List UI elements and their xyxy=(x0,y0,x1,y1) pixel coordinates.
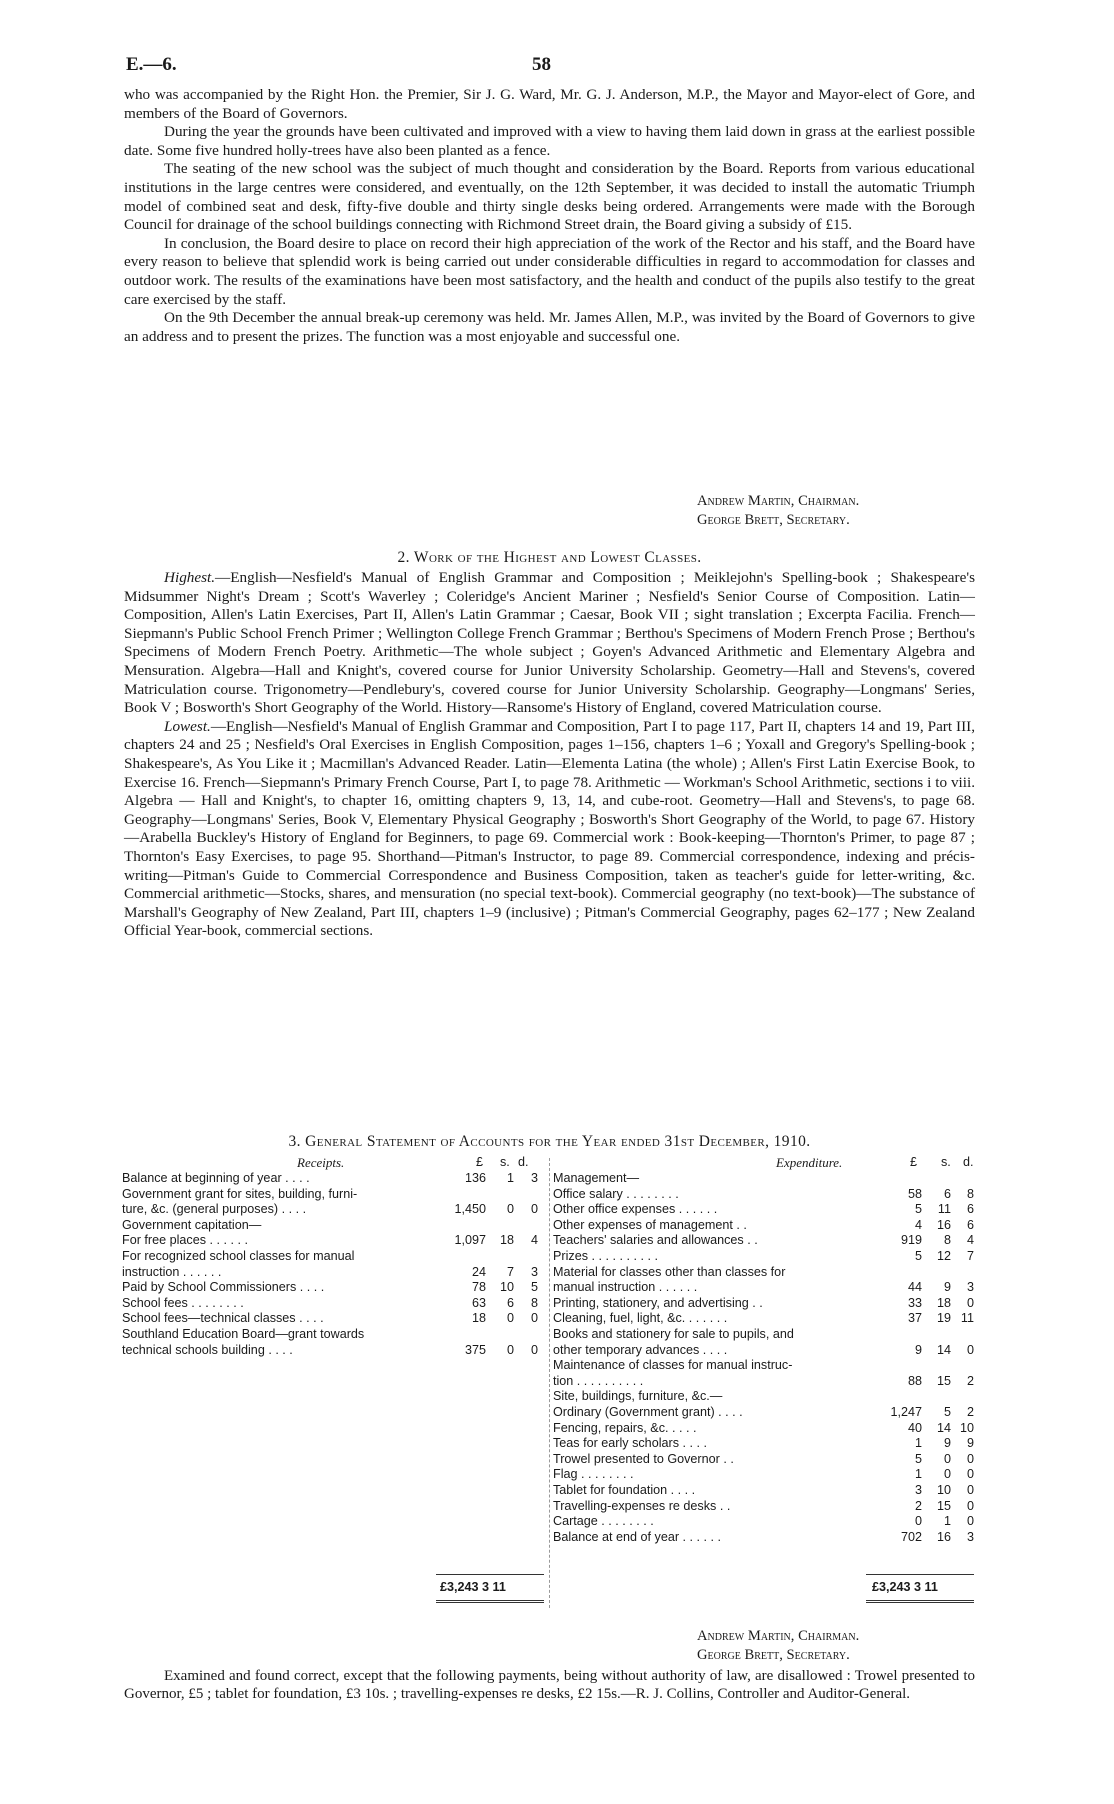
expenditure-row xyxy=(553,1498,978,1514)
expenditure-label: other temporary advances . . . . xyxy=(553,1342,728,1357)
expenditure-label: Office salary . . . . . . . . xyxy=(553,1186,679,1201)
receipts-pence: 3 xyxy=(530,1171,538,1185)
expenditure-row xyxy=(553,1310,978,1326)
signature-block xyxy=(697,492,859,529)
document-reference: E.—6. xyxy=(126,54,177,75)
expenditure-row xyxy=(553,1264,978,1280)
expenditure-pence: 3 xyxy=(966,1280,974,1295)
expenditure-pounds: 1 xyxy=(914,1467,922,1482)
expenditure-double-rule xyxy=(866,1600,974,1603)
expenditure-label: Books and stationery for sale to pupils, and xyxy=(553,1327,794,1341)
receipts-label: Government grant for sites, building, furni- xyxy=(122,1186,358,1201)
auditor-note xyxy=(124,1667,975,1704)
receipts-row xyxy=(122,1170,542,1186)
expenditure-pence: 0 xyxy=(966,1514,974,1529)
expenditure-pence: 0 xyxy=(966,1467,974,1482)
expenditure-shillings: 8 xyxy=(943,1233,951,1248)
receipts-pounds: 78 xyxy=(471,1280,486,1295)
expenditure-row xyxy=(553,1529,978,1545)
expenditure-label: Maintenance of classes for manual instruc- xyxy=(553,1358,793,1373)
expenditure-shillings: 16 xyxy=(936,1217,951,1232)
expenditure-label: Ordinary (Government grant) . . . . xyxy=(553,1405,743,1419)
receipts-row xyxy=(122,1342,542,1358)
expenditure-pounds: 2 xyxy=(914,1498,922,1513)
expenditure-pounds: 4 xyxy=(914,1217,922,1232)
expenditure-shillings: 19 xyxy=(936,1311,951,1326)
expenditure-pounds: 5 xyxy=(914,1202,922,1217)
expenditure-row xyxy=(553,1451,978,1467)
expenditure-label: Cartage . . . . . . . . xyxy=(553,1514,654,1529)
expenditure-shillings: 11 xyxy=(937,1202,951,1217)
paragraph: During the year the grounds have been cultivated and improved with a view to having them laid down in grass at the earliest possible date. Some five hundred holly-trees have also been planted as a fence. xyxy=(124,123,975,159)
receipts-row xyxy=(122,1295,542,1311)
expenditure-pence: 0 xyxy=(966,1342,974,1357)
expenditure-row xyxy=(553,1482,978,1498)
expenditure-row xyxy=(553,1435,978,1451)
expenditure-shillings: 12 xyxy=(936,1249,951,1263)
receipts-rule xyxy=(436,1574,544,1575)
expenditure-pence: 3 xyxy=(966,1529,974,1544)
chairman-signature: Andrew Martin, Chairman. xyxy=(697,493,860,509)
expenditure-row xyxy=(553,1217,978,1233)
expenditure-shillings: 6 xyxy=(943,1186,951,1201)
receipts-pounds: 24 xyxy=(471,1264,486,1279)
expenditure-label: Site, buildings, furniture, &c.— xyxy=(553,1389,723,1404)
page-number: 58 xyxy=(532,54,551,75)
highest-label: Highest. xyxy=(164,569,216,586)
receipts-row xyxy=(122,1201,542,1217)
receipts-pence: 3 xyxy=(530,1264,538,1279)
expenditure-pounds: 5 xyxy=(914,1249,922,1263)
receipts-label: For recognized school classes for manual xyxy=(122,1249,355,1263)
paragraph: The seating of the new school was the subject of much thought and consideration by the Board. Reports from various educational institutions in the large centres were considered, and eventually, on the 12th September, it was decided to install the automatic Triumph model of combined seat and desk, fifty-five double and thirty single desks being ordered. Arrangements were made with the Borough Council for drainage of the school buildings connecting with Richmond Street drain, the Board giving a subsidy of £15. xyxy=(124,160,975,234)
receipts-shillings: 0 xyxy=(506,1311,514,1326)
receipts-label: Government capitation— xyxy=(122,1217,262,1232)
receipts-heading: Receipts. xyxy=(297,1155,345,1170)
secretary-signature: George Brett, Secretary. xyxy=(697,511,850,528)
receipts-row xyxy=(122,1232,542,1248)
expenditure-pounds: 58 xyxy=(907,1186,922,1201)
expenditure-pence: 0 xyxy=(966,1498,974,1513)
expenditure-row xyxy=(553,1295,978,1311)
expenditure-shillings: 0 xyxy=(943,1451,951,1466)
lowest-class-paragraph xyxy=(124,718,975,941)
receipts-label: School fees . . . . . . . . xyxy=(122,1295,244,1310)
expenditure-shillings: 15 xyxy=(936,1373,951,1388)
receipts-pounds: 63 xyxy=(471,1295,486,1310)
expenditure-pounds: 1 xyxy=(914,1436,922,1451)
expenditure-pence: 6 xyxy=(966,1217,974,1232)
receipts-shillings: 0 xyxy=(506,1342,514,1357)
expenditure-label: Management— xyxy=(553,1171,640,1185)
expenditure-pounds: 919 xyxy=(900,1233,922,1248)
expenditure-row xyxy=(553,1232,978,1248)
receipts-pence: 0 xyxy=(530,1311,538,1326)
expenditure-row xyxy=(553,1201,978,1217)
expenditure-label: Teachers' salaries and allowances . . xyxy=(553,1233,758,1248)
receipts-label: Balance at beginning of year . . . . xyxy=(122,1171,310,1185)
expenditure-label: Printing, stationery, and advertising . . xyxy=(553,1295,763,1310)
expenditure-pence: 11 xyxy=(960,1311,974,1326)
expenditure-total: £3,243 3 11 xyxy=(872,1580,938,1594)
expenditure-pence: 2 xyxy=(966,1405,974,1419)
section-title: 2. Work of the Highest and Lowest Classes. xyxy=(397,549,702,566)
receipts-pounds: 1,097 xyxy=(454,1233,486,1248)
expenditure-row xyxy=(553,1170,978,1186)
expenditure-shillings: 9 xyxy=(943,1280,951,1295)
lowest-label: Lowest. xyxy=(164,717,211,735)
secretary-signature-2: George Brett, Secretary. xyxy=(697,1646,850,1663)
expenditure-shillings: 10 xyxy=(936,1483,951,1497)
receipts-shillings: 7 xyxy=(506,1264,514,1279)
receipts-pence: 8 xyxy=(530,1295,538,1310)
expenditure-row xyxy=(553,1186,978,1202)
expenditure-label: Cleaning, fuel, light, &c. . . . . . . xyxy=(553,1311,728,1326)
expenditure-row xyxy=(553,1420,978,1436)
expenditure-label: Other expenses of management . . xyxy=(553,1217,747,1232)
expenditure-pounds: 33 xyxy=(907,1295,922,1310)
expenditure-rule xyxy=(866,1574,974,1575)
expenditure-pence: 7 xyxy=(966,1249,974,1263)
receipts-pounds: 18 xyxy=(471,1311,486,1326)
receipts-pence: 4 xyxy=(530,1233,538,1248)
column-divider xyxy=(549,1158,550,1608)
expenditure-pounds: 5 xyxy=(914,1451,922,1466)
expenditure-row xyxy=(553,1326,978,1342)
expenditure-pounds: 88 xyxy=(907,1373,922,1388)
expenditure-shillings: 5 xyxy=(943,1405,951,1419)
col-pounds-header: £ xyxy=(476,1155,484,1169)
expenditure-label: tion . . . . . . . . . . xyxy=(553,1373,644,1388)
receipts-row xyxy=(122,1248,542,1264)
expenditure-row xyxy=(553,1388,978,1404)
receipts-label: instruction . . . . . . xyxy=(122,1264,222,1279)
receipts-label: Southland Education Board—grant towards xyxy=(122,1327,365,1341)
receipts-label: School fees—technical classes . . . . xyxy=(122,1311,324,1326)
auditor-note-text: Examined and found correct, except that the following payments, being without authority of law, are disallowed : Trowel presented to Governor, £5 ; tablet for foundation, £3 10s. ; travelling-expenses re desks, £2 15s.—R. J. Collins, Controller and Auditor-General. xyxy=(124,1668,975,1703)
receipts-double-rule xyxy=(436,1600,544,1603)
highest-text: —English—Nesfield's Manual of English Grammar and Composition ; Meiklejohn's Spelling-book ; Shakespeare's Midsummer Night's Dream ; Scott's Waverley ; Coleridge's Ancient Mariner ; Nesfield's Senior Course of Composition. Latin—Composition, Allen's Latin Exercises, Part II, Allen's Latin Grammar ; Caesar, Book VII ; sight translation ; Excerpta Facilia. French—Siepmann's Public School French Primer ; Wellington College French Grammar ; Berthou's Specimens of Modern French Prose ; Berthou's Specimens of Modern French Poetry. Arithmetic—The whole subject ; Goyen's Advanced Arithmetic and Elementary Algebra and Mensuration. Algebra—Hall and Knight's, covered course for Junior University Scholarship. Geometry—Hall and Stevens's, covered Matriculation course. Trigonometry—Pendlebury's, covered course for Junior University Scholarship. Geography—Longmans' Series, Book V ; Bosworth's Short Geography of the World. History—Ransome's History of England, covered Matriculation course. xyxy=(124,569,975,717)
expenditure-row xyxy=(553,1279,978,1295)
expenditure-pence: 6 xyxy=(966,1202,974,1217)
chairman-signature-2: Andrew Martin, Chairman. xyxy=(697,1628,860,1644)
classes-section xyxy=(124,569,975,941)
report-body xyxy=(124,86,975,346)
exp-col-pounds-header: £ xyxy=(910,1155,918,1169)
expenditure-pence: 0 xyxy=(966,1451,974,1466)
expenditure-label: manual instruction . . . . . . xyxy=(553,1280,698,1295)
expenditure-row xyxy=(553,1513,978,1529)
receipts-row xyxy=(122,1326,542,1342)
expenditure-pence: 9 xyxy=(966,1436,974,1451)
expenditure-pence: 8 xyxy=(966,1186,974,1201)
expenditure-heading: Expenditure. xyxy=(776,1155,843,1170)
receipts-label: ture, &c. (general purposes) . . . . xyxy=(122,1202,307,1217)
expenditure-shillings: 15 xyxy=(936,1498,951,1513)
expenditure-shillings: 1 xyxy=(943,1514,951,1529)
receipts-row xyxy=(122,1310,542,1326)
expenditure-pounds: 40 xyxy=(907,1420,922,1435)
highest-class-paragraph xyxy=(124,569,975,718)
expenditure-row xyxy=(553,1248,978,1264)
receipts-pounds: 375 xyxy=(464,1342,486,1357)
receipts-shillings: 18 xyxy=(499,1233,514,1248)
expenditure-label: Trowel presented to Governor . . xyxy=(553,1451,734,1466)
expenditure-shillings: 18 xyxy=(936,1295,951,1310)
expenditure-pounds: 702 xyxy=(900,1529,922,1544)
expenditure-pounds: 9 xyxy=(914,1342,922,1357)
expenditure-shillings: 9 xyxy=(943,1436,951,1451)
paragraph: who was accompanied by the Right Hon. the Premier, Sir J. G. Ward, Mr. G. J. Anderson, M.P., the Mayor and Mayor-elect of Gore, and members of the Board of Governors. xyxy=(124,86,975,122)
accounts-title: 3. General Statement of Accounts for the Year ended 31st December, 1910. xyxy=(288,1133,811,1150)
expenditure-pounds: 1,247 xyxy=(890,1405,922,1419)
receipts-pence: 5 xyxy=(530,1280,538,1295)
expenditure-row xyxy=(553,1342,978,1358)
expenditure-pence: 0 xyxy=(966,1295,974,1310)
expenditure-label: Tablet for foundation . . . . xyxy=(553,1483,696,1497)
paragraph: In conclusion, the Board desire to place on record their high appreciation of the work of the Rector and his staff, and the Board have every reason to believe that splendid work is being carried out under considerable difficulties in regard to accommodation for classes and outdoor work. The results of the examinations have been most satisfactory, and the health and conduct of the pupils also testify to the great care exercised by the staff. xyxy=(124,234,975,308)
exp-col-shillings-header: s. xyxy=(941,1155,951,1169)
receipts-total: £3,243 3 11 xyxy=(440,1580,506,1594)
receipts-label: technical schools building . . . . xyxy=(122,1342,293,1357)
expenditure-label: Fencing, repairs, &c. . . . . xyxy=(553,1420,697,1435)
receipts-pounds: 136 xyxy=(464,1171,486,1185)
exp-col-pence-header: d. xyxy=(963,1155,974,1169)
expenditure-pence: 2 xyxy=(966,1373,974,1388)
expenditure-row xyxy=(553,1357,978,1373)
expenditure-row xyxy=(553,1404,978,1420)
expenditure-pence: 0 xyxy=(966,1483,974,1497)
receipts-pence: 0 xyxy=(530,1202,538,1217)
expenditure-pounds: 0 xyxy=(914,1514,922,1529)
expenditure-pounds: 3 xyxy=(914,1483,922,1497)
receipts-shillings: 0 xyxy=(506,1202,514,1217)
expenditure-shillings: 14 xyxy=(936,1420,951,1435)
expenditure-shillings: 16 xyxy=(936,1529,951,1544)
expenditure-label: Prizes . . . . . . . . . . xyxy=(553,1249,658,1263)
receipts-pounds: 1,450 xyxy=(454,1202,486,1217)
expenditure-pence: 10 xyxy=(959,1420,974,1435)
expenditure-row xyxy=(553,1373,978,1389)
receipts-label: Paid by School Commissioners . . . . xyxy=(122,1280,325,1295)
expenditure-label: Travelling-expenses re desks . . xyxy=(553,1498,731,1513)
signature-block-2 xyxy=(697,1627,859,1664)
receipts-shillings: 1 xyxy=(506,1171,514,1185)
receipts-label: For free places . . . . . . xyxy=(122,1233,248,1248)
expenditure-label: Other office expenses . . . . . . xyxy=(553,1202,718,1217)
expenditure-pounds: 37 xyxy=(907,1311,922,1326)
expenditure-label: Flag . . . . . . . . xyxy=(553,1467,634,1482)
expenditure-pounds: 44 xyxy=(907,1280,922,1295)
col-shillings-header: s. xyxy=(500,1155,510,1169)
expenditure-row xyxy=(553,1466,978,1482)
expenditure-label: Material for classes other than classes for xyxy=(553,1264,786,1279)
expenditure-pence: 4 xyxy=(966,1233,974,1248)
expenditure-label: Teas for early scholars . . . . xyxy=(553,1436,707,1451)
receipts-row xyxy=(122,1279,542,1295)
lowest-text: —English—Nesfield's Manual of English Grammar and Composition, Part I to page 117, Part II, chapters 14 and 19, Part III, chapters 24 and 25 ; Nesfield's Oral Exercises in English Composition, pages 1–156, chapters 1–6 ; Yoxall and Gregory's Spelling-book ; Shakespeare's, As You Like it ; Macmillan's Advanced Reader. Latin—Elementa Latina (the whole) ; Allen's First Latin Exercise Book, to Exercise 16. French—Siepmann's Primary French Course, Part I, to page 78. Arithmetic — Workman's School Arithmetic, sections i to viii. Algebra — Hall and Knight's, to chapter 16, omitting chapters 9, 13, 14, and cube-root. Geometry—Hall and Stevens's, to page 68. Geography—Longmans' Series, Book V, Elementary Physical Geography ; Bosworth's Short Geography of the World, to page 67. History—Arabella Buckley's History of England for Beginners, to page 69. Commercial work : Book-keeping—Thornton's Primer, to page 87 ; Thornton's Easy Exercises, to page 95. Shorthand—Pitman's Instructor, to page 89. Commercial correspondence, indexing and précis-writing—Pitman's Guide to Commercial Correspondence and Business Composition, taken as teacher's guide for letter-writing, &c. Commercial arithmetic—Stocks, shares, and mensuration (no special text-book). Commercial geography (no text-book)—The substance of Marshall's Geography of New Zealand, Part III, chapters 1–9 (inclusive) ; Pitman's Commercial Geography, pages 62–177 ; New Zealand Official Year-book, commercial sections. xyxy=(124,717,975,940)
expenditure-shillings: 14 xyxy=(936,1342,951,1357)
receipts-row xyxy=(122,1217,542,1233)
receipts-shillings: 6 xyxy=(506,1295,514,1310)
expenditure-label: Balance at end of year . . . . . . xyxy=(553,1529,722,1544)
expenditure-shillings: 0 xyxy=(943,1467,951,1482)
receipts-row xyxy=(122,1264,542,1280)
receipts-pence: 0 xyxy=(530,1342,538,1357)
receipts-shillings: 10 xyxy=(499,1280,514,1295)
col-pence-header: d. xyxy=(518,1155,529,1169)
receipts-row xyxy=(122,1186,542,1202)
paragraph: On the 9th December the annual break-up ceremony was held. Mr. James Allen, M.P., was invited by the Board of Governors to give an address and to present the prizes. The function was a most enjoyable and successful one. xyxy=(124,309,975,345)
